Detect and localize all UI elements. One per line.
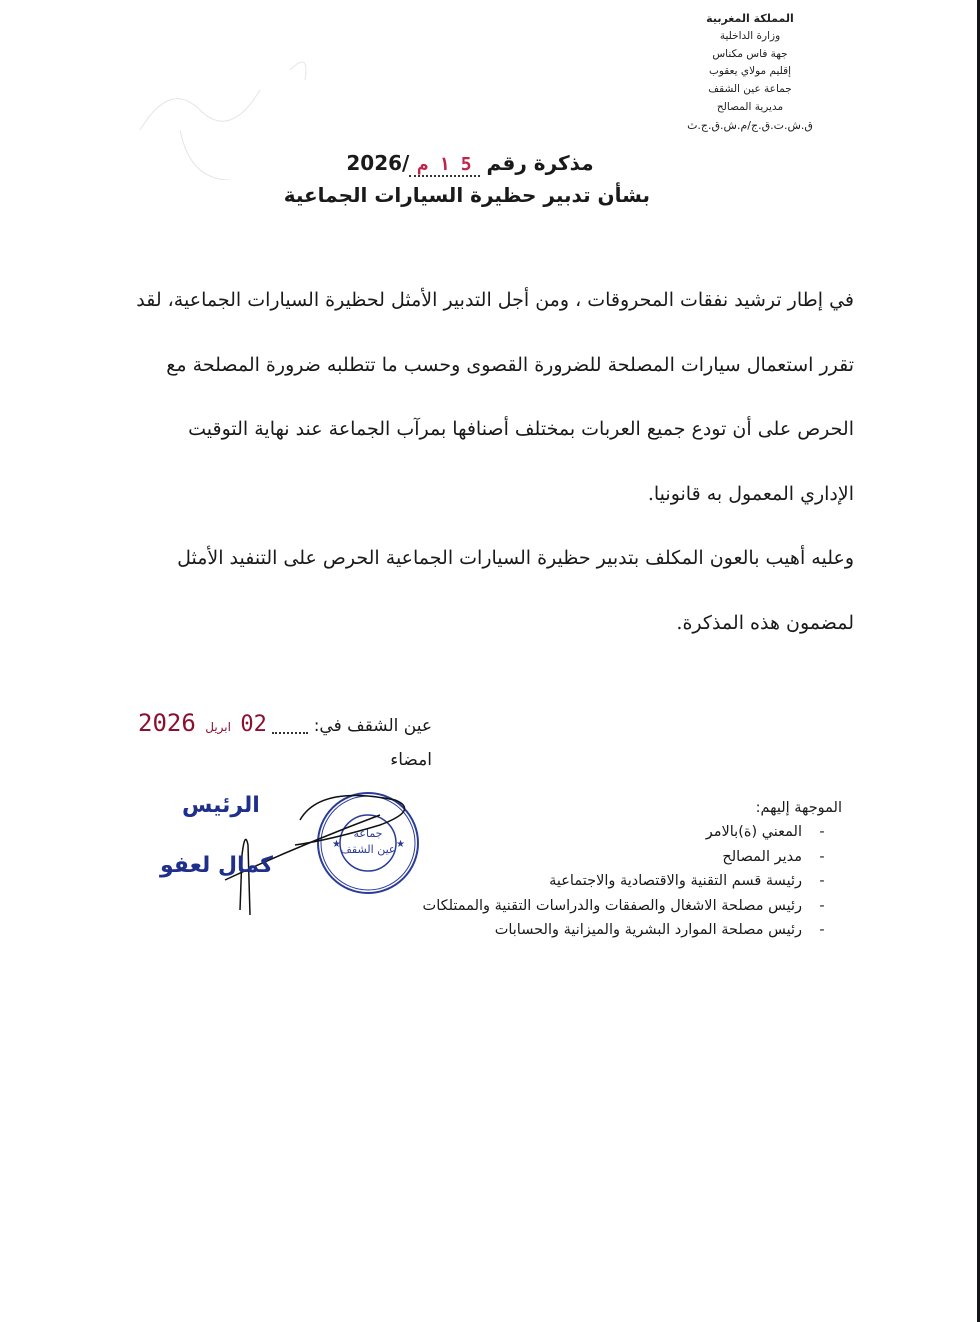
date-line (140, 708, 432, 742)
recipient-item: -مدير المصالح (722, 848, 825, 865)
recipient-item: -رئيس مصلحة الموارد البشرية والميزانية والحسابات (494, 922, 825, 938)
reference-code: ق.ش.ت.ق.ج/م.ش.ق.ج.ث (687, 118, 813, 132)
memo-label: مذكرة رقم (486, 151, 594, 175)
recipient-item: -رئيس مصلحة الاشغال والصفقات والدراسات التقنية والممتلكات (422, 897, 825, 914)
signatory-title: الرئيس (182, 793, 260, 818)
letterhead-line: جهة فاس مكناس (712, 47, 788, 60)
body-line: تقرر استعمال سيارات المصلحة للضرورة القصوى وحسب ما تتطلبه ضرورة المصلحة مع (166, 353, 854, 376)
body-line: الإداري المعمول به قانونيا. (647, 482, 854, 505)
body-line: الحرص على أن تودع جميع العربات بمختلف أصنافها بمرآب الجماعة عند نهاية التوقيت (188, 418, 854, 440)
recipient-item: -رئيسة قسم التقنية والاقتصادية والاجتماعية (549, 873, 825, 889)
signatory-name: كمال لعفو (160, 853, 273, 878)
date-month: ابريل (205, 720, 231, 734)
place-label: عين الشقف في: (313, 716, 432, 736)
recipient-item: -المعني (ة)بالامر (705, 824, 825, 840)
date-year: 2026 (138, 709, 196, 737)
stamp-star: ★ (396, 839, 405, 850)
signature-label: امضاء (390, 750, 432, 770)
recipients-list (360, 796, 842, 943)
body-line: لمضمون هذه المذكرة. (676, 611, 854, 634)
body-line: وعليه أهيب بالعون المكلف بتدبير حظيرة السيارات الجماعية الحرص على التنفيد الأمثل (177, 547, 854, 569)
stamp-star: ★ (332, 839, 341, 850)
letterhead (650, 10, 850, 135)
letterhead-line: المملكة المغربية (706, 12, 794, 25)
memo-body (86, 268, 854, 655)
letterhead-line: مديرية المصالح (716, 100, 784, 113)
letterhead-line: إقليم مولاي يعقوب (708, 65, 792, 78)
letterhead-line: وزارة الداخلية (719, 29, 781, 42)
body-line: في إطار ترشيد نفقات المحروقات ، ومن أجل التدبير الأمثل لحظيرة السيارات الجماعية، لقد (136, 289, 854, 311)
letterhead-line: جماعة عين الشقف (708, 83, 792, 96)
recipients-title: الموجهة إليهم: (755, 800, 842, 816)
memo-title (283, 148, 650, 210)
stamp-text: عين الشقف (340, 843, 396, 856)
date-day: 02 (240, 712, 267, 737)
memo-year: /2026 (346, 151, 410, 175)
memo-subject: بشأن تدبير حظيرة السيارات الجماعية (283, 183, 650, 207)
dotted-fill (272, 718, 308, 734)
memo-number: 5 ١ م (409, 154, 479, 177)
stamp-text: جماعة (353, 827, 383, 840)
